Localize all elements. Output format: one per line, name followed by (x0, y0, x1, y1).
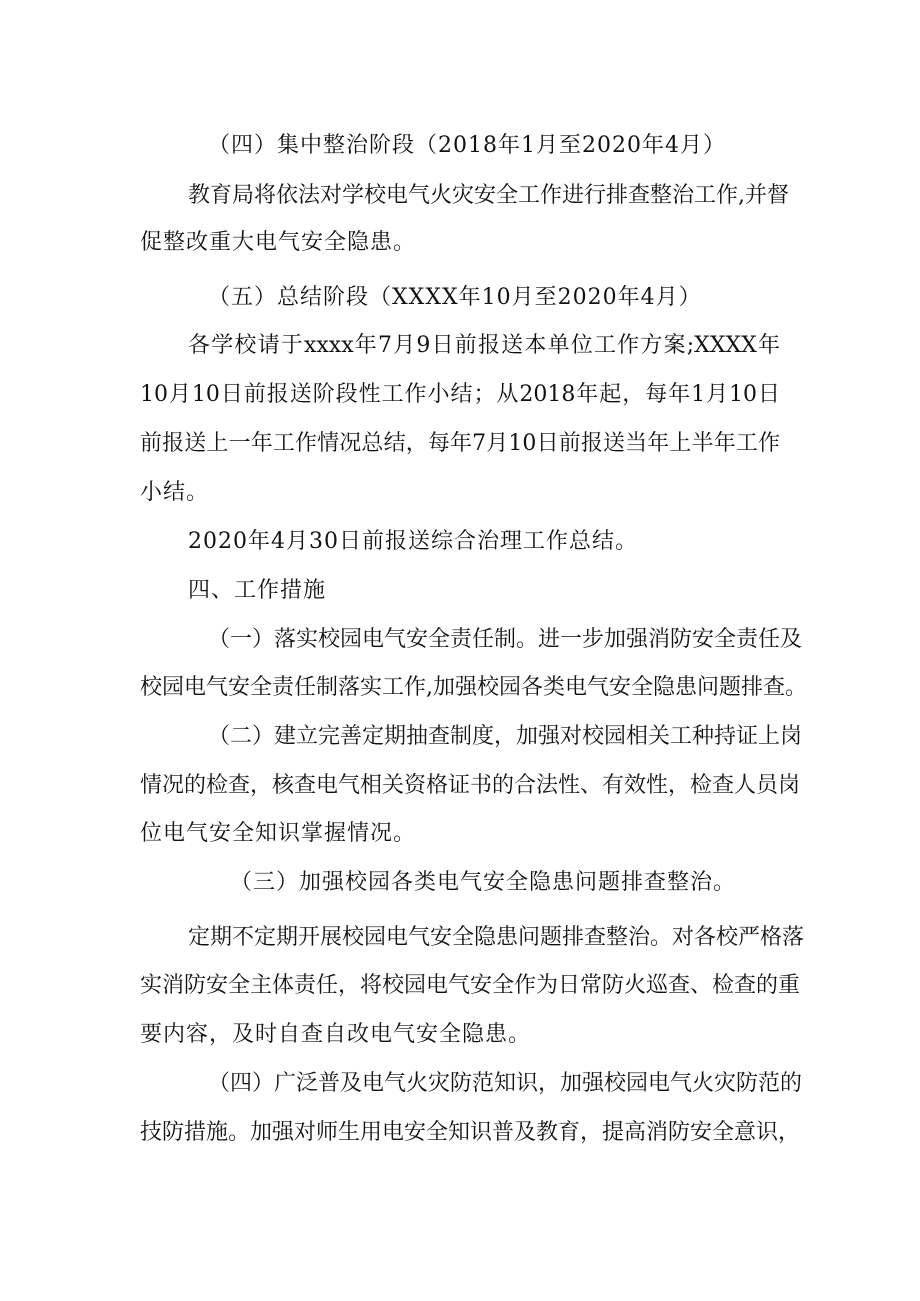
paragraph-line: 情况的检查，核查电气相关资格证书的合法性、有效性，检查人员岗 (140, 773, 801, 798)
section-heading-work-measures: 四、工作措施 (188, 578, 327, 603)
paragraph-line: 技防措施。加强对师生用电安全知识普及教育，提高消防安全意识， (140, 1120, 801, 1145)
paragraph-line: 位电气安全知识掌握情况。 (140, 821, 417, 846)
paragraph-line: 定期不定期开展校园电气安全隐患问题排查整治。对各校严格落 (188, 925, 805, 950)
paragraph-line: 小结。 (140, 480, 210, 505)
paragraph-line: 促整改重大电气安全隐患。 (140, 230, 417, 255)
section-heading-measure-3: （三）加强校园各类电气安全隐患问题排查整治。 (230, 870, 737, 895)
paragraph-line: 校园电气安全责任制落实工作,加强校园各类电气安全隐患问题排查。 (140, 675, 807, 700)
section-heading-phase-5: （五）总结阶段（XXXX年10月至2020年4月） (208, 285, 702, 310)
paragraph-line: 前报送上一年工作情况总结，每年7月10日前报送当年上半年工作 (140, 431, 780, 456)
paragraph-line: （二）建立完善定期抽查制度，加强对校园相关工种持证上岗 (208, 724, 803, 749)
paragraph-line: 10月10日前报送阶段性工作小结；从2018年起，每年1月10日 (140, 382, 780, 407)
paragraph-line: 实消防安全主体责任，将校园电气安全作为日常防火巡查、检查的重 (140, 973, 801, 998)
paragraph-line: （四）广泛普及电气火灾防范知识，加强校园电气火灾防范的 (208, 1071, 803, 1096)
paragraph-line: （一）落实校园电气安全责任制。进一步加强消防安全责任及 (208, 627, 803, 652)
paragraph-line: 教育局将依法对学校电气火灾安全工作进行排查整治工作,并督 (188, 183, 789, 208)
paragraph-line: 2020年4月30日前报送综合治理工作总结。 (188, 529, 638, 554)
paragraph-line: 要内容，及时自查自改电气安全隐患。 (140, 1022, 532, 1047)
paragraph-line: 各学校请于xxxx年7月9日前报送本单位工作方案;XXXX年 (188, 333, 780, 358)
section-heading-phase-4: （四）集中整治阶段（2018年1月至2020年4月） (208, 133, 726, 158)
